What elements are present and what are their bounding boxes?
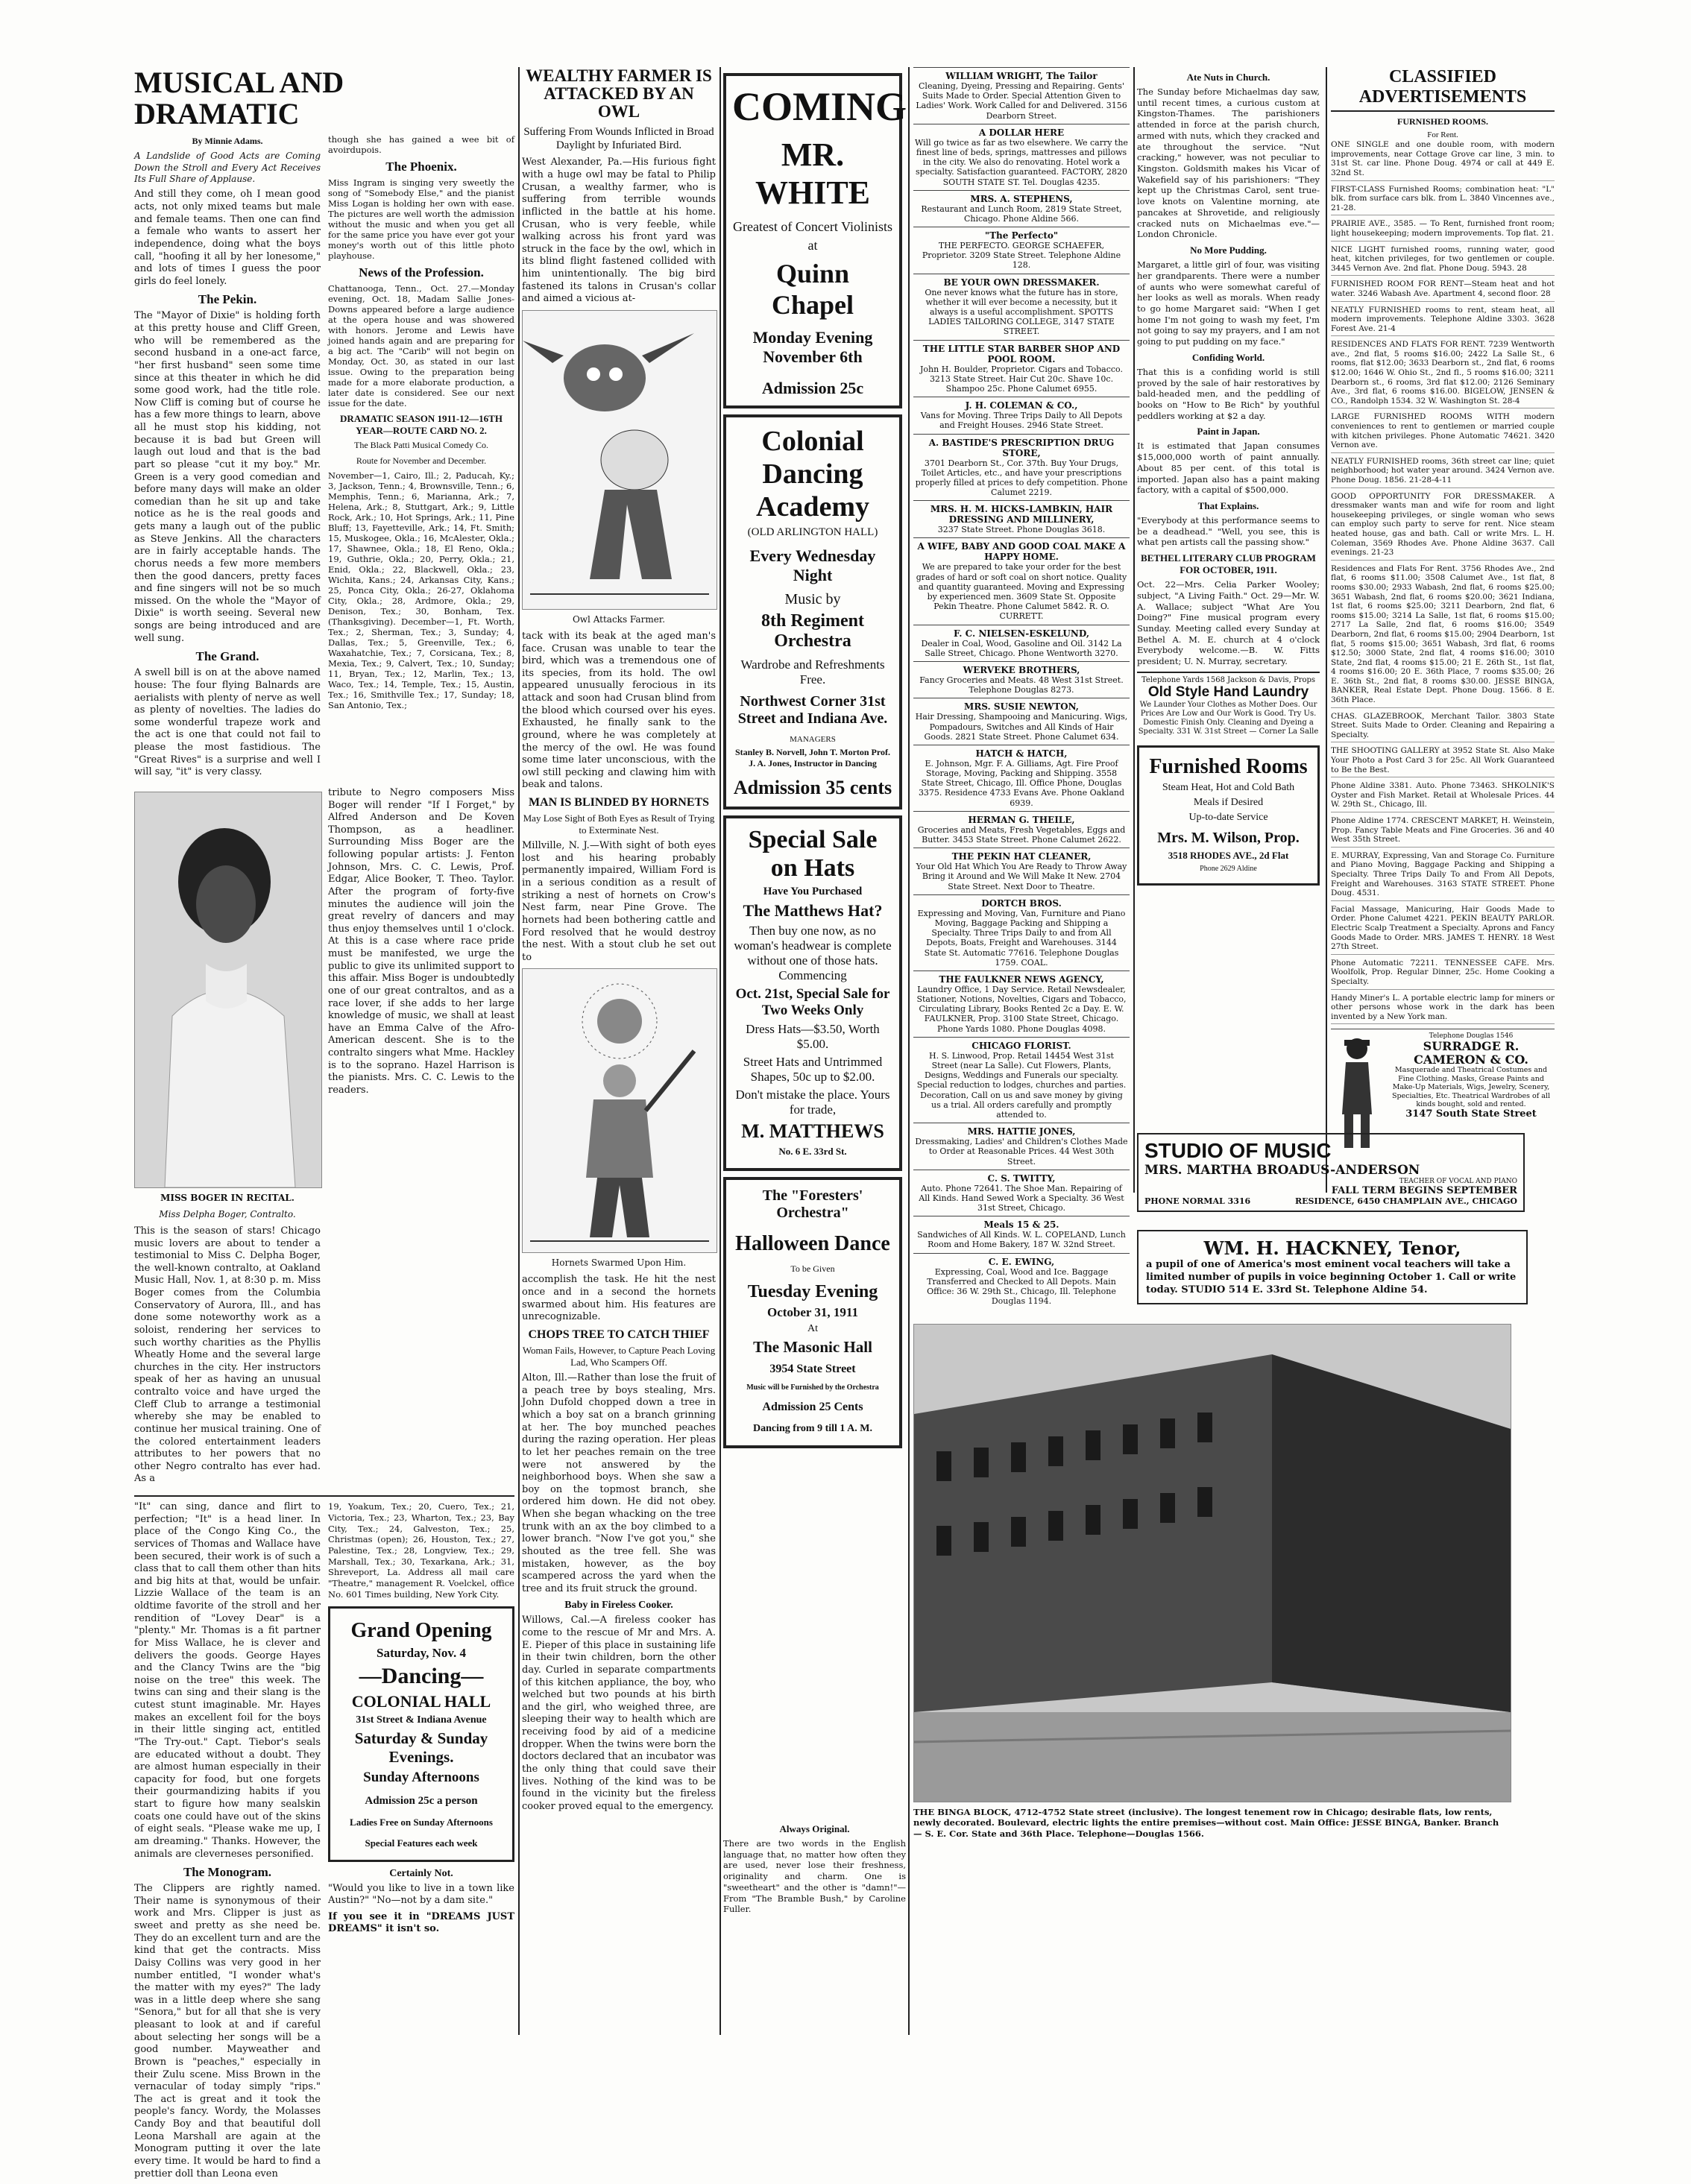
column-rule <box>1326 67 1327 1193</box>
season-sub2: Route for November and December. <box>356 455 487 466</box>
cameron-address: 3147 South State Street <box>1405 1108 1537 1120</box>
classified-headline: CLASSIFIED ADVERTISEMENTS <box>1331 67 1555 112</box>
binga-caption: THE BINGA BLOCK, 4712-4752 State street (inclusive). The longest tenement row in Chicago; desirable flats, low rents, newly decorated. Boulevard, electric lights the entire premises—without cost. Main Office: JESSE BINGA, Banker. Branch — S. E. Cor. State and 36th Place. Telephone—Douglas 1566. <box>913 1807 1499 1839</box>
baby-headline: Baby in Fireless Cooker. <box>564 1600 673 1612</box>
business-ad-body: Expressing, Coal, Wood and Ice. Baggage Transferred and Checked to All Depots. Main Office: 36 W. 29th St., Chicago, Ill. Telephone Douglas 1194. <box>927 1266 1116 1307</box>
colonial-academy-ad <box>723 414 902 809</box>
business-ad-body: One never knows what the future has in store, whether it will ever become a necessity, but it always is a useful accomplishment. SPOTTS LADIES TAILORING COLLEGE, 3147 STATE STREET. <box>925 287 1118 337</box>
business-ad <box>913 1216 1130 1252</box>
furnished-rooms-ad <box>1137 745 1320 886</box>
business-ad <box>913 1253 1130 1310</box>
article-paragraph: tack with its beak at the aged man's face. Crusan was unable to tear the bird, which was a tremendous one of its species, from its hold. The owl appeared unusually ferocious in its attack and soon had Crusan blind from the blood which coursed over his eyes. Exhausted, he finally sank to the ground, where he was completely at the mercy of the owl. He was found some time later unconscious, with the owl still pecking and clawing him with beak and talons. <box>522 630 716 791</box>
have-you: Have You Purchased <box>763 886 863 897</box>
article-paragraph: "Would you like to live in a town like Austin?" "No—not by a dam site." <box>328 1882 514 1907</box>
ad-dancing: —Dancing— <box>359 1663 484 1688</box>
article-paragraph: West Alexander, Pa.—His furious fight with a huge owl may be fatal to Philip Crusan, a wealthy farmer, who is suffering from terrible wounds inflicted in the battle at his home. Crusan, who is very feeble, while walking across his front yard was struck in the face by the owl, which in its blind flight fastened collided with him unintentionally. The big bird fastened its talons in Crusan's collar and aimed a vicious at- <box>522 157 716 305</box>
section-head-pekin: The Pekin. <box>198 292 257 307</box>
article-paragraph: The "Mayor of Dixie" is holding forth at this pretty house and Cliff Green, who will be remembered as the second husband in a one-act farce, "her first husband" seen some time since at this theater in which he did some good work, had the title role. Now Cliff is coming but of course he has a few more things to learn, above all he must stop his kidding, not because it is bad but Green will laugh out loud and that is the bad part so please "cut it my boy." Mr. Green is a very good comedian and before many days will make an older comedian than he sit up and take notice as he is the real goods and gets many a laugh out of the public as Steve Jenkins. All the characters are in fairly acceptable hands. The chorus needs a few more members then the good dancers, pretty faces and fine singers will not be so much missed. On the whole the "Mayor of Dixie" is worth seeing. Several new songs are being introduced and are well sung. <box>134 310 321 644</box>
hornets-headline: MAN IS BLINDED BY HORNETS <box>528 796 710 809</box>
mr-white-text: MR. WHITE <box>755 136 871 211</box>
business-ad-body: THE PERFECTO. GEORGE SCHAEFER, Proprietor. 3209 State Street. Telephone Aldine 128. <box>922 241 1121 271</box>
section-head-phoenix: The Phoenix. <box>385 160 457 174</box>
business-ad-title: THE LITTLE STAR BARBER SHOP AND POOL ROOM. <box>922 343 1121 364</box>
chops-headline: CHOPS TREE TO CATCH THIEF <box>528 1328 710 1341</box>
laundry-body: We Launder Your Clothes as Mother Does. Our Prices Are Low and Our Work is Good. Try Us. Domestic Finish Only. Cleaning and Dyeing a Specialty. 331 W. 31st Street — Corner La Salle <box>1138 700 1319 736</box>
business-ad <box>913 397 1130 433</box>
wilson-address: 3518 RHODES AVE., 2d Flat <box>1168 849 1289 861</box>
business-ad-title: J. H. COLEMAN & CO., <box>965 400 1078 411</box>
boger-left-subcolumn <box>134 787 321 1489</box>
business-ad-body: Your Old Hat Which You Are Ready to Throw Away Bring it Around and We Will Make It New. 2704 State Street. Next Door to Theatre. <box>916 862 1127 891</box>
article-paragraph: Alton, Ill.—Rather than lose the fruit of a peach tree by boys stealing, Mrs. John Dufold chopped down a tree in which a boy sat on a branch grinning at her. The boy munched peaches during the razing operation. Her pleas to let her peaches remain on the tree were not answered by the neighborhood boys. When she saw a boy on the topmost branch, she ordered him down. He did not obey. When she began whacking on the tree trunk with an ax the boy climbed to a lower branch. "Now I've got you," she shouted as the tree fell. She was mistaken, however, as the boy scampered across the yard when the tree and its fruit struck the ground. <box>522 1372 716 1594</box>
confiding-head: Confiding World. <box>1191 351 1265 363</box>
hackney-text: a pupil of one of America's most eminent vocal teachers will take a limited number of pupils in voice beginning October 1. Call or write today. STUDIO 514 E. 33rd St. Telephone Aldine 54. <box>1146 1259 1517 1295</box>
grand-opening-ad <box>328 1606 514 1862</box>
hornets-deck: May Lose Sight of Both Eyes as Result of Trying to Exterminate Nest. <box>523 812 715 836</box>
business-ad-body: John H. Boulder, Proprietor. Cigars and Tobacco. 3213 State Street. Hair Cut 20c. Shave 10c. Shampoo 25c. Phone Calumet 6955. <box>920 364 1123 394</box>
classified-column <box>1331 67 1555 1140</box>
ad-date: Saturday, Nov. 4 <box>377 1645 466 1660</box>
business-ad-body: Hair Dressing, Shampooing and Manicuring. Wigs, Pompadours, Switches and All Kinds of Hair Goods. 2821 State Street. Phone Calumet 634. <box>915 712 1128 742</box>
original-head: Always Original. <box>779 1823 850 1834</box>
explains-head: That Explains. <box>1197 500 1259 511</box>
musical-dramatic-column <box>134 66 514 2180</box>
pudding-head: No More Pudding. <box>1190 244 1267 256</box>
ad-special: Special Features each week <box>365 1837 478 1849</box>
business-ad-title: MRS. A. STEPHENS, <box>970 193 1073 204</box>
bethel-head: BETHEL LITERARY CLUB PROGRAM FOR OCTOBER, 1911. <box>1141 552 1316 576</box>
cameron-tel: Telephone Douglas 1546 <box>1429 1032 1514 1041</box>
article-paragraph: The Sunday before Michaelmas day saw, until recent times, a curious custom at Kingston-Thames. The parishioners attended in force at the parish church, armed with nuts, which they cracked and ate throughout the service. "Nut cracking," however, was not peculiar to Kingston. Goldsmith makes his Vicar of Wakefield say of his parishioners: "They kept up the Christmas Carol, sent true-love knots on Valentine morning, ate pancakes at Shrovetide, and religiously cracked nuts on Michaelmas eve."—London Chronicle. <box>1137 86 1320 240</box>
rooms-line-1: Steam Heat, Hot and Cold Bath <box>1162 781 1295 793</box>
wilson-prop: Mrs. M. Wilson, Prop. <box>1157 829 1300 846</box>
binga-block-photo <box>913 1324 1511 1802</box>
street-hats: Street Hats and Untrimmed Shapes, 50c up to $2.00. <box>743 1055 883 1084</box>
byline: By Minnie Adams. <box>192 136 263 146</box>
business-ad <box>913 190 1130 227</box>
business-ad-body: Restaurant and Lunch Room, 2819 State Street, Chicago. Phone Aldine 566. <box>921 203 1122 224</box>
state-street-3954: 3954 State Street <box>769 1363 856 1375</box>
business-ad <box>913 537 1130 624</box>
ad-evenings: Saturday & Sunday Evenings. <box>354 1729 488 1766</box>
business-ad-title: "The Perfecto" <box>984 230 1059 242</box>
m-matthews: M. MATTHEWS <box>741 1120 884 1142</box>
binga-block-drawing <box>914 1325 1511 1802</box>
business-ad-body: 3237 State Street. Phone Douglas 3618. <box>937 525 1106 535</box>
ad-sunday: Sunday Afternoons <box>363 1769 479 1785</box>
at-text-2: At <box>807 1323 818 1334</box>
column-rule <box>518 67 520 2035</box>
business-ad-body: Expressing and Moving, Van, Furniture and Piano Moving, Baggage Packing and Shipping a Specialty. Three Trips Daily to and from All Depots, Boats, Freight and Warehouses. 3144 State St. Automatic 77616. Telephone Douglas 1759. COAL. <box>917 908 1126 968</box>
quinn-chapel: Quinn Chapel <box>771 259 854 320</box>
article-paragraph: And still they come, oh I mean good acts, not only mixed teams but male and female teams. Then one can find a female who wants to assert her independence, doing what the boys call, "hoofing it all by her lonesome," and lots of times I guess the poor girls do feel lonely. <box>134 189 321 287</box>
violinists-text: Greatest of Concert Violinists <box>732 219 893 234</box>
column-rule <box>719 67 721 2035</box>
broadus-name: MRS. MARTHA BROADUS-ANDERSON <box>1144 1163 1420 1178</box>
business-ad <box>913 971 1130 1037</box>
boger-right-subcolumn <box>328 787 514 1489</box>
section-head-grand: The Grand. <box>195 649 259 664</box>
classified-item: FURNISHED ROOM FOR RENT—Steam heat and hot water. 3246 Wabash Ave. Apartment 4, second floor. 28 <box>1331 280 1555 301</box>
nuts-head: Ate Nuts in Church. <box>1186 72 1270 83</box>
business-ad <box>913 227 1130 274</box>
business-ad <box>913 894 1130 971</box>
business-ad <box>913 434 1130 501</box>
laundry-tel: Telephone Yards 1568 Jackson & Davis, Props <box>1141 675 1316 684</box>
article-paragraph: If you see it in "DREAMS JUST DREAMS" it isn't so. <box>328 1910 514 1935</box>
business-ad-body: Vans for Moving. Three Trips Daily to All Depots and Freight Houses. 2946 State Street. <box>920 411 1123 431</box>
matthews-hat: The Matthews Hat? <box>743 901 883 920</box>
furnished-head: FURNISHED ROOMS. <box>1396 116 1488 127</box>
article-paragraph: Margaret, a little girl of four, was visiting her grandparents. There were a number of aunts who were somewhat careful of her looks as well as morals. When ready to go home Margaret said: "When I get home I'm not going to wash my feet, I'm not going to say my prayers, and I am not going to put pudding on my face." <box>1137 259 1320 347</box>
paint-head: Paint in Japan. <box>1197 426 1260 438</box>
business-ad-title: C. S. TWITTY, <box>987 1173 1056 1184</box>
business-ad-title: A DOLLAR HERE <box>978 127 1065 138</box>
northwest-corner: Northwest Corner 31st Street and Indiana Ave. <box>737 693 888 727</box>
studio-phone: PHONE NORMAL 3316 <box>1144 1196 1251 1206</box>
buy-one-text: Then buy one now, as no woman's headwear is complete without one of those hats. Commencing <box>734 924 892 982</box>
business-ad-title: A WIFE, BABY AND GOOD COAL MAKE A HAPPY HOME. <box>917 541 1126 563</box>
business-ad-title: THE PEKIN HAT CLEANER, <box>951 851 1092 862</box>
ad-title: Grand Opening <box>350 1618 492 1642</box>
admission-25: Admission 25c <box>761 379 864 397</box>
business-ad-title: DORTCH BROS. <box>981 897 1062 909</box>
business-ad <box>913 1170 1130 1216</box>
business-ad-body: Dressmaking, Ladies' and Children's Clothes Made to Order at Reasonable Prices. 44 West 30th Street. <box>915 1137 1128 1167</box>
article-deck: A Landslide of Good Acts are Coming Down the Stroll and Every Act Receives Its Full Share of Applause. <box>134 151 321 185</box>
halloween-dance: Halloween Dance <box>735 1232 890 1255</box>
hornets-illustration <box>522 968 717 1253</box>
cameron-body: Masquerade and Theatrical Costumes and Fine Clothing. Masks, Grease Paints and Make-Up Materials, Wigs, Jewelry, Scenery, Specialties, Etc. Theatrical Wardrobes of all kinds bought, sold and rented. <box>1391 1066 1551 1109</box>
season-sub: The Black Patti Musical Comedy Co. <box>354 440 488 451</box>
business-ad-title: CHICAGO FLORIST. <box>972 1040 1071 1051</box>
classified-list <box>1331 140 1555 1024</box>
route-card-text: 19, Yoakum, Tex.; 20, Cuero, Tex.; 21, Victoria, Tex.; 23, Wharton, Tex.; 23, Bay City, Tex.; 24, Galveston, Tex.; 25, Christmas (open); 26, Houston, Tex.; 27, Palestine, Tex.; 28, Longview, Tex.; 29, Marshall, Tex.; 30, Texarkana, Ark.; 31, Shreveport, La. Address all mail care "Theatre," management R. Voelckel, office No. 601 Times building, New York City. <box>328 1501 514 1600</box>
owl-illustration <box>522 310 717 610</box>
monday-evening: Monday Evening November 6th <box>752 328 873 366</box>
business-ad <box>913 1037 1130 1123</box>
boger-subcaption: Miss Delpha Boger, Contralto. <box>159 1208 296 1219</box>
classified-item: THE SHOOTING GALLERY at 3952 State St. Also Make Your Photo a Post Card 3 for 25c. All Work Guaranteed to Be the Best. <box>1331 746 1555 777</box>
business-ad-title: BE YOUR OWN DRESSMAKER. <box>943 277 1100 288</box>
column-rule <box>908 67 910 2035</box>
classified-item: Phone Aldine 3381. Auto. Phone 73463. SHKOLNIK'S Oyster and Fish Market. Retail at Wholesale Prices. 44 W. 29th St., Chicago, Ill. <box>1331 781 1555 812</box>
article-paragraph: It is estimated that Japan consumes $15,000,000 worth of paint annually. About 85 per cent. of this total is imported. Japan also has a paint making factory, with a capital of $500,000. <box>1137 441 1320 496</box>
business-ad <box>913 340 1130 397</box>
business-ad-body: H. S. Linwood, Prop. Retail 14454 West 31st Street (near La Salle). Cut Flowers, Plants, Designs, Weddings and Funerals our specialty. Special reduction to lodges, churches and parties. Decoration, Call on us and save money by giving us a trial. All orders carefully and promptly attended to. <box>916 1050 1127 1120</box>
wednesday-night: Every Wednesday Night <box>749 546 876 584</box>
colonial-title: Colonial Dancing Academy <box>756 426 869 523</box>
mr-white-ad <box>723 73 907 408</box>
oct-31: October 31, 1911 <box>767 1305 858 1319</box>
hornets-caption: Hornets Swarmed Upon Him. <box>551 1257 687 1269</box>
season-head: DRAMATIC SEASON 1911-12—16TH YEAR—ROUTE CARD NO. 2. <box>340 413 503 437</box>
classified-item: GOOD OPPORTUNITY FOR DRESSMAKER. A dressmaker wants man and wife for room and light housekeeping privileges, or single woman who sews can employ such party to serve for rent. Nice steam heated house, gas and bath. Call or write Mrs. L. H. Coleman, 3569 Rhodes Ave. Phone Aldine 3637. Call evenings. 21-23 <box>1331 492 1555 561</box>
section-head-monogram: The Monogram. <box>183 1865 272 1880</box>
wardrobe-free: Wardrobe and Refreshments Free. <box>740 657 885 687</box>
miscellany-column <box>1137 67 1320 1200</box>
managers-label: MANAGERS <box>790 735 836 744</box>
business-ad <box>913 661 1130 698</box>
dancing-hours: Dancing from 9 till 1 A. M. <box>753 1423 872 1434</box>
business-ad-title: THE FAULKNER NEWS AGENCY, <box>939 973 1104 985</box>
business-ad-body: Will go twice as far as two elsewhere. We carry the finest line of beds, springs, mattresses and pillows in the city. We also do renovating. Hotel work a specialty. Satisfaction guaranteed. FACTORY, 2820 SOUTH STATE ST. Tel. Douglas 4235. <box>915 137 1128 187</box>
business-ad-title: MRS. HATTIE JONES, <box>967 1126 1076 1137</box>
manager-names: Stanley B. Norvell, John T. Morton Prof. J. A. Jones, Instructor in Dancing <box>735 747 890 768</box>
classified-item: Phone Automatic 72211. TENNESSEE CAFE. Mrs. Woolfolk, Prop. Regular Dinner, 25c. Home Cooking a Specialty. <box>1331 959 1555 990</box>
ad-admission: Admission 25c a person <box>365 1794 478 1807</box>
business-ad <box>913 848 1130 894</box>
masonic-hall: The Masonic Hall <box>753 1338 872 1356</box>
owl-headline: WEALTHY FARMER IS ATTACKED BY AN OWL <box>526 66 712 121</box>
hat-sale-ad <box>723 815 902 1171</box>
business-ad-body: Fancy Groceries and Meats. 48 West 31st Street. Telephone Douglas 8273. <box>919 675 1124 695</box>
oct-sale: Oct. 21st, Special Sale for Two Weeks Only <box>735 986 890 1018</box>
owl-caption: Owl Attacks Farmer. <box>572 613 666 625</box>
business-ad-body: Dealer in Coal, Wood, Gasoline and Oil. 3142 La Salle Street, Chicago. Phone Wentworth 3270. <box>921 638 1122 658</box>
owl-deck: Suffering From Wounds Inflicted in Broad Daylight by Infuriated Bird. <box>523 126 714 152</box>
route-card-text: November—1, Cairo, Ill.; 2, Paducah, Ky.; 3, Jackson, Tenn.; 4, Brownsville, Tenn.; 6, Memphis, Tenn.; 6, Marianna, Ark.; 7, Helena, Ark.; 8, Stuttgart, Ark.; 9, Little Rock, Ark.; 10, Hot Springs, Ark.; 11, Pine Bluff; 13, Fayetteville, Ark.; 14, Ft. Smith; 15, Muskogee, Okla.; 16, McAlester, Okla.; 17, Shawnee, Okla.; 18, El Reno, Okla.; 19, Guthrie, Okla.; 20, Perry, Okla.; 21, Enid, Okla.; 22, Blackwell, Okla.; 23, Wichita, Kans.; 24, Arkansas City, Kans.; 25, Ponca City, Okla.; 26-27, Oklahoma City, Okla.; 28, Ardmore, Okla.; 29, Denison, Tex.; 30, Bonham, Tex. (Thanksgiving). December—1, Ft. Worth, Tex.; 2, Sherman, Tex.; 3, Sunday; 4, Dallas, Tex.; 5, Greenville, Tex.; 6, Waxahatchie, Tex.; 7, Corsicana, Tex.; 8, Mexia, Tex.; 9, Calvert, Tex.; 10, Sunday; 11, Bryan, Tex.; 12, Marlin, Tex.; 13, Waco, Tex.; 14, Temple, Tex.; 15, Austin, Tex.; 16, Smithville Tex.; 17, Sunday; 18, San Antonio, Tex.; <box>328 470 514 711</box>
classified-item: LARGE FURNISHED ROOMS WITH modern conveniences to rent to gentlemen or married couple with kitchen privileges. Phone Automatic 74621. 3420 Vernon ave. <box>1331 412 1555 452</box>
classified-item: CHAS. GLAZEBROOK, Merchant Tailor. 3803 State Street. Suits Made to Order. Cleaning and Repairing a Specialty. <box>1331 712 1555 743</box>
business-ad-title: WILLIAM WRIGHT, The Tailor <box>945 71 1098 81</box>
furnished-rooms-title: Furnished Rooms <box>1149 754 1308 778</box>
dress-hats: Dress Hats—$3.50, Worth $5.00. <box>746 1022 880 1051</box>
admission-35: Admission 35 cents <box>733 777 892 798</box>
at-text: at <box>807 238 818 253</box>
laundry-title: Old Style Hand Laundry <box>1147 684 1309 700</box>
broadus-sub: TEACHER OF VOCAL AND PIANO <box>1399 1178 1517 1185</box>
classified-item: NEATLY FURNISHED rooms, 36th street car line; quiet neighborhood; hot water year around. 3424 Vernon ave. Phone Doug. 1856. 21-28-4-11 <box>1331 457 1555 488</box>
business-ad-body: Sandwiches of All Kinds. W. L. COPELAND, Lunch Room and Home Bakery, 187 W. 32nd Street. <box>917 1230 1126 1250</box>
article-paragraph: Willows, Cal.—A fireless cooker has come to the rescue of Mr and Mrs. A. E. Pieper of this place in sustaining life in their twin children, born the other day. Curled in separate compartments of this kitchen appliance, the boy, who welched but two pounds at his birth and the girl, who weighed three, are sleeping their way to health which are receiving food by aid of a medicine dropper. When the twins were born the doctors declared that an incubator was the only thing that could save their lives. Nothing of the kind was to be found in the vicinity but the fireless cooker proved equal to the emergency. <box>522 1615 716 1812</box>
business-ad-body: Cleaning, Dyeing, Pressing and Repairing. Gents' Suits Made to Order. Special Attention Given to Ladies' Work. Work Called for and Delivered. 3156 Dearborn Street. <box>916 81 1127 121</box>
hornets-drawing <box>523 969 717 1252</box>
business-ad-title: Meals 15 & 25. <box>983 1219 1059 1231</box>
music-by: Music by <box>784 591 841 607</box>
coming-text: COMING <box>732 84 907 129</box>
foresters-orchestra: The "Foresters' Orchestra" <box>762 1187 863 1221</box>
classified-item: ONE SINGLE and one double room, with modern improvements, near Cottage Grove car line, 3 min. to 31st St. car line. Phone Doug. 4974 or call at 449 E. 32nd St. <box>1331 140 1555 180</box>
business-ad-title: MRS. H. M. HICKS-LAMBKIN, HAIR DRESSING AND MILLINERY, <box>930 504 1113 526</box>
article-paragraph: This is the season of stars! Chicago music lovers are about to tender a testimonial to Miss C. Delpha Boger, the well-known contralto, at Oakland Music Hall, Nov. 1, at 8:30 p. m. Miss Boger comes from the Columbia Conservatory of Aurora, Ill., and has done some noteworthy work as a soloist, rendering her services to such worthy charities as the Phyllis Wheatly Home and the several large churches in the city. Her instructors speak of her as having an unusual contralto voice and have urged the Cleff Club to arrange a testimonial whereby she may be enabled to continue her musical training. One of the colored entertainment leaders attributes to her powers that no other Negro contralto has ever had. As a <box>134 1225 321 1485</box>
article-paragraph: accomplish the task. He hit the nest once and in a second the hornets swarmed about him. His features are unrecognizable. <box>522 1274 716 1323</box>
business-ad <box>913 745 1130 811</box>
classified-item: Phone Aldine 1774. CRESCENT MARKET, H. Weinstein, Prop. Fancy Table Meats and Fine Groceries. 36 and 40 West 35th Street. <box>1331 816 1555 848</box>
business-ad-title: HERMAN G. THEILE, <box>968 814 1075 825</box>
business-ad <box>913 67 1130 124</box>
business-ad-body: Auto. Phone 72641. The Shoe Man. Repairing of All Kinds. Hand Sewed Work a Specialty. 36 West 31st Street, Chicago. <box>919 1183 1124 1213</box>
article-paragraph: There are two words in the English language that, no matter how often they are used, never lose their freshness, originality and charm. One is "sweetheart" and the other is "damn!"—From "The Bramble Bush," by Caroline Fuller. <box>723 1838 906 1915</box>
classified-item: Facial Massage, Manicuring, Hair Goods Made to Order. Phone Calumet 4221. PEKIN BEAUTY PARLOR. Electric Scalp Treatment a Specialty. Aprons and Fancy Goods Made to Order. MRS. JAMES T. HENRY. 18 West 27th Street. <box>1331 905 1555 955</box>
business-ad-body: 3701 Dearborn St., Cor. 37th. Buy Your Drugs, Toilet Articles, etc., and have your prescriptions properly filled at prices to defy competition. Phone Calumet 2219. <box>915 458 1128 498</box>
article-paragraph: tribute to Negro composers Miss Boger will render "If I Forget," by Alfred Anderson and De Koven Thompson, as a headliner. Surrounding Miss Boger are the following popular artists: J. Fenton Johnson, Mrs. C. C. Lewis, Prof. Edgar, Alice Booker, T. Theo. Taylor. After the program of forty-five minutes the audience will join the great revelry of dancers and may thus enjoy themselves until 1 o'clock. At this is a case where race pride must be manifested, we urge the public to give its unlimited support to this affair. Miss Boger is undoubtedly one of our great contraltos, and as a race lover, if she adds to her large knowledge of music, we shall at least have an Emma Calve of the Afro-American descent. She is to the contralto singers what Mme. Hackley is to the soprano. Hazel Harrison is the pianists. Mrs. C. C. Lewis to the readers. <box>328 786 514 1096</box>
musical-left-subcolumn <box>134 134 321 783</box>
always-original-block <box>723 1819 906 1919</box>
business-ad-title: HATCH & HATCH, <box>975 748 1068 759</box>
article-paragraph: The Clippers are rightly named. Their name is synonymous of their work and Mrs. Clipper is just as sweet and pretty as she need be. They do an excellent turn and are the kind that get the contracts. Miss Daisy Collins was very good in her number entitled, "I wonder what's the matter with my eyes?" The lady was in a little deep where she sang "Senora," but for all that she is very pleasant to look at and if careful about selecting her songs will be a good number. Mayweather and Brown is "peaches," especially in their Zulu scene. Miss Brown in the vernacular of today simply "rips." The act is great and it took the people's fancy. Wordy, the Molasses Candy Boy and that beautiful doll Leona Marshall are again at the Monogram putting it over the late every time. It would be hard to find a prettier doll than Leona even <box>134 1883 321 2180</box>
classified-item: Handy Miner's L. A portable electric lamp for miners or other persons whose work in the dark has been invented by a New York man. <box>1331 994 1555 1025</box>
stroll-right-subcolumn <box>328 1501 514 2184</box>
business-ad <box>913 1123 1130 1170</box>
article-paragraph: though she has gained a wee bit of avoirdupois. <box>328 134 514 156</box>
furnished-sub: For Rent. <box>1427 130 1458 139</box>
special-sale: Special Sale on Hats <box>748 826 878 882</box>
classified-item: NEATLY FURNISHED rooms to rent, steam heat, all modern improvements. Telephone Aldine 3303. 3628 Forest Ave. 21-4 <box>1331 306 1555 337</box>
hackney-name: WM. H. HACKNEY, Tenor, <box>1203 1237 1461 1259</box>
rooms-line-3: Up-to-date Service <box>1188 811 1268 823</box>
business-ad-title: A. BASTIDE'S PRESCRIPTION DRUG STORE, <box>928 437 1115 458</box>
business-ad <box>913 500 1130 537</box>
business-ad-body: We are prepared to take your order for the best grades of hard or soft coal on short notice. Quality and quantity guaranteed. Moving and Expressing by experienced men. 3609 State St. Opposite Pekin Theatre. Phone Calumet 5842. R. O. CURRETT. <box>916 562 1127 622</box>
hackney-ad <box>1137 1230 1528 1304</box>
studio-title: STUDIO OF MUSIC <box>1144 1139 1332 1162</box>
fall-term: FALL TERM BEGINS SEPTEMBER <box>1331 1185 1517 1196</box>
cameron-name: SURRADGE R. CAMERON & CO. <box>1414 1039 1528 1067</box>
laundry-ad <box>1137 672 1320 736</box>
article-paragraph: That this is a confiding world is still proved by the sale of hair restoratives by bald-headed men, and the peddling of books on "How to Be Rich" by youthful peddlers working at $2 a day. <box>1137 366 1320 421</box>
business-ad-title: C. E. EWING, <box>988 1256 1055 1267</box>
ad-ladies: Ladies Free on Sunday Afternoons <box>350 1816 493 1828</box>
classified-item: E. MURRAY, Expressing, Van and Storage Co. Furniture and Piano Moving, Baggage Packing and Shipping a Specialty. Three Trips Daily To and From All Depots, Freight and Warehouses. 3163 STATE STREET. Phone Doug. 4531. <box>1331 851 1555 901</box>
column-rule <box>1133 67 1135 1193</box>
business-ad <box>913 625 1130 661</box>
classified-item: FIRST-CLASS Furnished Rooms; combination heat: "L" blk. from surface cars blk. from L. 3840 Vincennes ave., 21-28. <box>1331 185 1555 216</box>
wilson-phone: Phone 2629 Aldine <box>1200 864 1257 873</box>
studio-footer <box>1144 1196 1517 1206</box>
stroll-left-subcolumn <box>134 1501 321 2184</box>
article-paragraph: Miss Ingram is singing very sweetly the song of "Somebody Else," and the pianist Miss Logan is holding her own with ease. The pictures are well worth the admission without the music and when you get all for the same price you have ever got your money's worth out of this little photo playhouse. <box>328 177 514 262</box>
article-paragraph: A swell bill is on at the above named house: The four flying Balnards are aerialists with plenty of nerve as well as plenty of novelties. The ladies do some wonderful trapeze work and the act is one that could not fail to please the most fastidious. The "Great Rives" is a surprise and well I will say, "it" is very classy. <box>134 667 321 778</box>
ad-address: 31st Street & Indiana Avenue <box>356 1714 487 1726</box>
business-ad-title: MRS. SUSIE NEWTON, <box>964 701 1079 713</box>
halloween-dance-ad <box>723 1177 902 1448</box>
article-paragraph: "Everybody at this performance seems to be a deadhead." "Well, you see, this is what pen artists call the passing show." <box>1137 515 1320 548</box>
admission-25-cents: Admission 25 Cents <box>762 1401 863 1413</box>
musical-right-subcolumn <box>328 134 514 783</box>
studio-of-music-ad <box>1137 1133 1525 1212</box>
certainly-head: Certainly Not. <box>389 1867 453 1879</box>
business-ad-body: E. Johnson, Mgr. F. A. Gilliams, Agt. Fire Proof Storage, Moving, Packing and Shipping. 3558 State Street, Chicago, Ill. Office Phone, Douglas 3375. Residence 4733 Evans Ave. Phone Oakland 6939. <box>918 758 1125 808</box>
classified-item: NICE LIGHT furnished rooms, running water, good heat, kitchen privileges, for two gentlemen or couple. 3445 Vernon Ave. 2nd flat. Phone Doug. 5943. 28 <box>1331 245 1555 277</box>
portrait-drawing <box>135 792 321 1187</box>
owl-drawing <box>523 311 717 609</box>
musical-dramatic-headline: MUSICAL AND DRAMATIC <box>134 66 344 130</box>
article-paragraph: Millville, N. J.—With sight of both eyes lost and his hearing probably permanently impaired, William Ford is in a serious condition as a result of striking a nest of hornets on Crow's Nest farm, near Pine Grove. The hornets had been bothering cattle and Ford resolved that he would destroy the nest. With a stout club he set out to <box>522 840 716 963</box>
tuesday-evening: Tuesday Evening <box>747 1282 878 1301</box>
section-head-news: News of the Profession. <box>359 265 484 280</box>
business-ad-title: WERVEKE BROTHERS, <box>963 664 1080 675</box>
business-ad <box>913 124 1130 190</box>
business-directory-column <box>913 67 1130 1307</box>
article-paragraph: Oct. 22—Mrs. Celia Parker Wooley; subject, "A Living Faith." Oct. 29—Mr. W. A. Wallace; subject "What Are You Doing?" Fine musical program every Sunday. Meeting called every Sunday at Bethel A. M. E. church at 4 o'clock Everybody welcome.—B. W. Fitts president; U. N. Murray, secretary. <box>1137 579 1320 667</box>
business-ad <box>913 698 1130 745</box>
business-ad-body: Laundry Office, 1 Day Service. Retail Newsdealer, Stationer, Notions, Novelties, Cigars and Tobacco, Circulating Library, Books Rented 2c a Day. E. W. FAULKNER, Prop. 3100 State Street, Chicago. Phone Yards 1080. Phone Douglas 4098. <box>916 984 1127 1034</box>
regiment-orchestra: 8th Regiment Orchestra <box>761 611 864 651</box>
boger-portrait <box>134 792 322 1188</box>
chops-deck: Woman Fails, However, to Capture Peach Loving Lad, Who Scampers Off. <box>522 1344 716 1368</box>
classified-item: Residences and Flats For Rent. 3756 Rhodes Ave., 2nd flat, 6 rooms $11.00; 3508 Calumet Ave., 1st flat, 8 rooms $30.00; 2933 Wabash, 2nd flat, 6 rooms $25.00; 3651 Wabash, 2nd flat, 6 rooms $20.00; 3621 Indiana, 1st flat, 6 rooms $25.00; 3211 Dearborn, 2nd flat, 6 rooms $15.00; 3214 La Salle, 1st flat, 6 rooms $15.00; 2717 La Salle, 2nd flat, 6 rooms $16.00; 3549 Dearborn, 2nd flat, 6 rooms $15.00; 2904 Dearborn, 1st flat, 5 rooms $15.00; 3651 Wabash, 3rd flat, 6 rooms $12.50; 3000 State, 2nd flat, 4 rooms $16.00; 3010 State, 2nd flat, 4 rooms $15.00; 21 E. 26th St., 1st flat, 4 rooms $16.00; 20 E. 36th Place, 7 rooms $35.00; 26 E. 36th St., 2nd flat, 8 rooms $30.00. JESSE BINGA, BANKER, Real Estate Dept. Phone Doug. 1566. 8 E. 36th Place. <box>1331 564 1555 708</box>
studio-residence: RESIDENCE, 6450 CHAMPLAIN AVE., CHICAGO <box>1295 1196 1517 1206</box>
display-ads-column <box>723 67 907 2042</box>
business-ad <box>913 811 1130 848</box>
old-arlington: (OLD ARLINGTON HALL) <box>747 526 878 538</box>
business-ad-body: Groceries and Meats, Fresh Vegetables, Eggs and Butter. 3453 State Street. Phone Calumet 2622. <box>917 824 1126 845</box>
to-be-given: To be Given <box>790 1263 835 1274</box>
news-column-2 <box>522 67 716 2042</box>
business-ad-title: F. C. NIELSEN-ESKELUND, <box>953 628 1090 639</box>
classified-item: PRAIRIE AVE., 3585. — To Rent, furnished front room; light housekeeping; modern improvements. Top flat. 21. <box>1331 219 1555 241</box>
matthews-address: No. 6 E. 33rd St. <box>778 1146 847 1157</box>
ad-hall: COLONIAL HALL <box>351 1691 491 1711</box>
rooms-line-2: Meals if Desired <box>1193 796 1264 808</box>
business-ad <box>913 274 1130 340</box>
article-paragraph: Chattanooga, Tenn., Oct. 27.—Monday evening, Oct. 18, Madam Sallie Jones-Downs appeared before a large audience at the opera house and was showered with honors. Jerome and Lewis have joined hands again and are preparing for a big act. The "Carib" will not begin on Monday, Oct. 30, as stated in our last issue. Owing to the preparation being made for a more elaborate production, a later date is considered. See our next issue for the date. <box>328 283 514 409</box>
dont-mistake: Don't mistake the place. Yours for trade, <box>735 1088 890 1117</box>
binga-block-section <box>913 1319 1510 1839</box>
article-paragraph: "It" can sing, dance and flirt to perfection; "It" is a head liner. In place of the Congo King Co., the services of Thomas and Wallace have been secured, their work is of such a class that to call them other than hits and big hits at that, would be unfair. Lizzie Wallace of the team is an oldtime favorite of the stroll and her rendition of "Lovey Dear" is a "plenty." Mr. Thomas is a fit partner for Miss Wallace, he is clever and delivers the goods. George Hayes and the Clancy Twins are the "big noise on the tree" this week. The twins can sing and their slang is the cutest stunt imaginable. Mr. Hayes makes an excellent foil for the boys in their little singing act, entitled "The Try-out." Capt. Tiebor's seals are educated without a doubt. They are almost human especially in their capacity for food, but one forgets their gourmandizing habits if you start to figure how many sealskin coats one could have out of the skins of eight seals. "Please wake me up, I am dreaming." Thanks. However, the animals are cleverneses personified. <box>134 1501 321 1860</box>
classified-item: RESIDENCES AND FLATS FOR RENT. 7239 Wentworth ave., 2nd flat, 5 rooms $16.00; 2422 La Salle St., 6 rooms, flat $12.00; 3633 Dearborn st., 2nd flat, 6 rooms $12.00; 1646 W. Ohio St., 2nd fl., 5 rooms $16.00; 3211 Dearborn st., 6 rooms, 3rd flat $12.00; 2126 Seminary Ave., 3rd flat, 6 rooms $16.00. BIGELOW, JENSEN & CO., Randolph 1534. 32 W. Washington St. 28-4 <box>1331 340 1555 408</box>
boger-caption: MISS BOGER IN RECITAL. <box>160 1192 295 1203</box>
music-furnished: Music will be Furnished by the Orchestra <box>746 1383 879 1392</box>
